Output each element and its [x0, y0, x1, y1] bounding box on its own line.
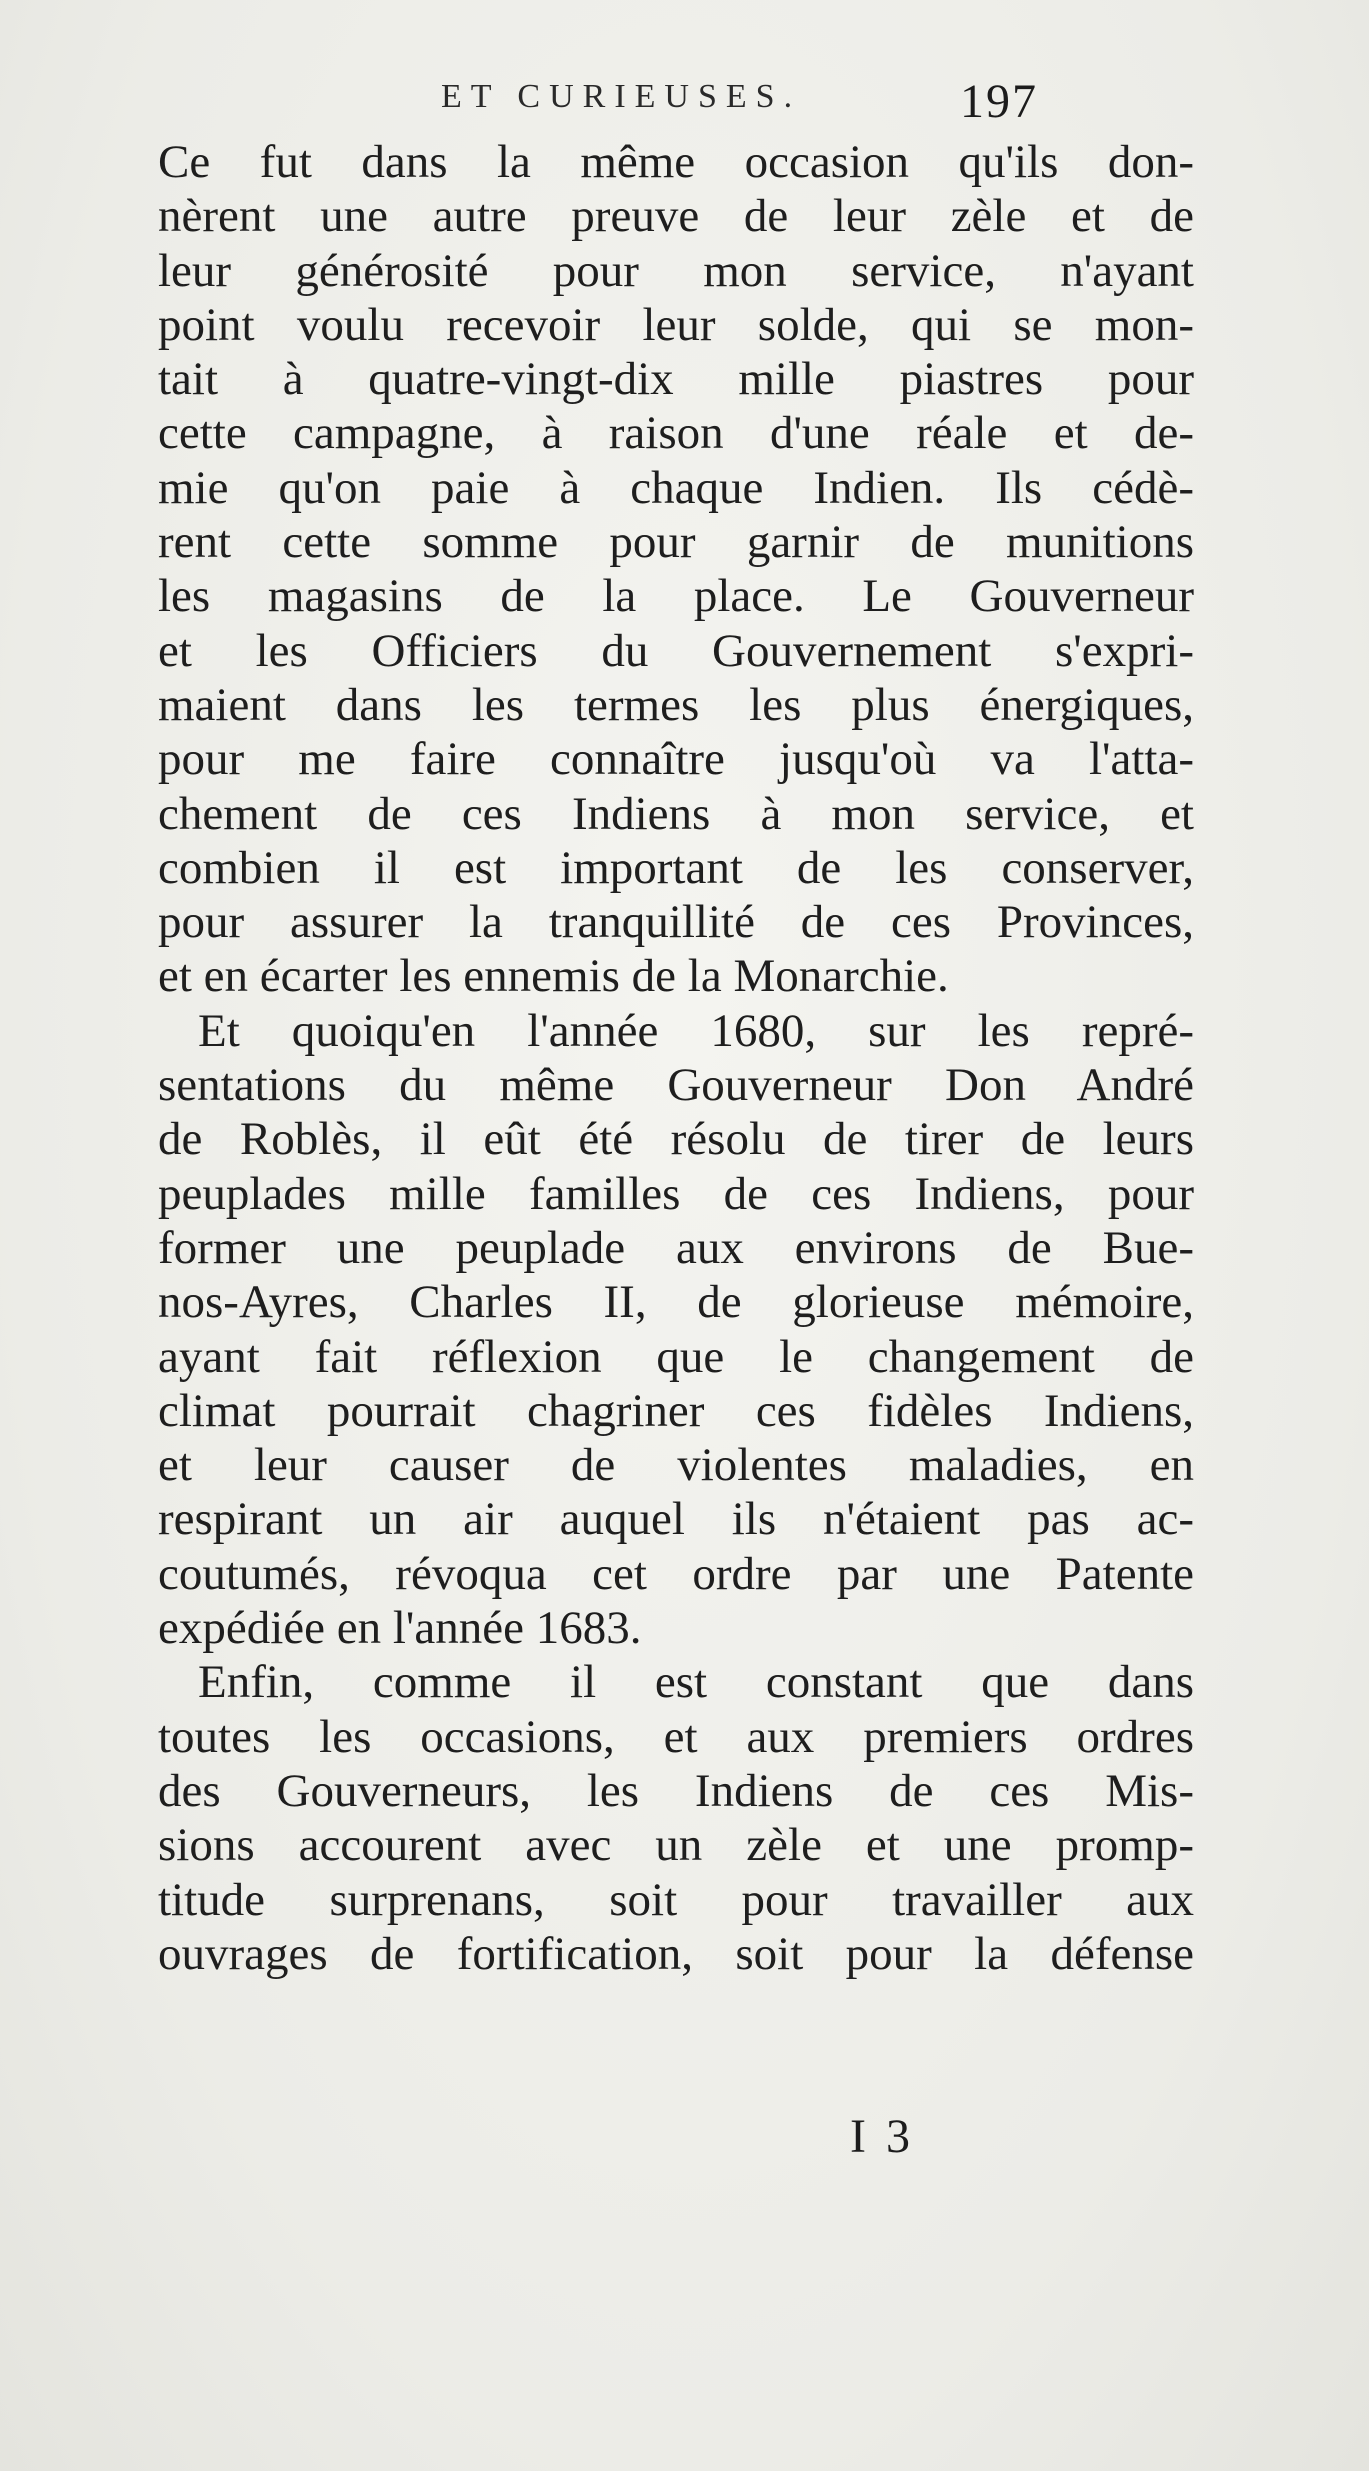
text-line: tait à quatre-vingt-dix mille piastres pour	[158, 353, 1194, 406]
body-text	[158, 135, 1194, 1981]
text-line: expédiée en l'année 1683.	[158, 1602, 642, 1655]
text-line: cette campagne, à raison d'une réale et de-	[158, 407, 1194, 460]
text-line: sions accourent avec un zèle et une promp-	[158, 1819, 1194, 1872]
text-line: des Gouverneurs, les Indiens de ces Mis-	[158, 1764, 1194, 1817]
text-line: rent cette somme pour garnir de munitions	[158, 516, 1194, 569]
text-line: les magasins de la place. Le Gouverneur	[158, 570, 1194, 623]
text-line: point voulu recevoir leur solde, qui se mon-	[158, 298, 1194, 351]
text-line: nos-Ayres, Charles II, de glorieuse mémoire,	[158, 1276, 1194, 1329]
text-line: et leur causer de violentes maladies, en	[158, 1439, 1194, 1492]
text-line: coutumés, révoqua cet ordre par une Patente	[158, 1547, 1194, 1600]
text-line: maient dans les termes les plus énergiques,	[158, 678, 1194, 731]
text-line: pour me faire connaître jusqu'où va l'atta-	[158, 733, 1194, 786]
running-title: ET CURIEUSES.	[441, 78, 802, 115]
text-line: leur générosité pour mon service, n'ayant	[158, 244, 1194, 297]
running-head	[158, 74, 1038, 134]
text-line: peuplades mille familles de ces Indiens, pour	[158, 1167, 1194, 1220]
text-line: mie qu'on paie à chaque Indien. Ils cédè-	[158, 461, 1194, 514]
text-line: Ce fut dans la même occasion qu'ils don-	[158, 136, 1194, 188]
text-line: Et quoiqu'en l'année 1680, sur les repré-	[198, 1004, 1194, 1057]
text-line: et en écarter les ennemis de la Monarchie.	[158, 950, 949, 1003]
text-line: ayant fait réflexion que le changement de	[158, 1330, 1194, 1383]
text-line: respirant un air auquel ils n'étaient pas ac-	[158, 1493, 1194, 1546]
text-line: de Roblès, il eût été résolu de tirer de leurs	[158, 1113, 1194, 1166]
text-line: toutes les occasions, et aux premiers ordres	[158, 1710, 1194, 1763]
page-number: 197	[960, 75, 1038, 128]
text-line: climat pourrait chagriner ces fidèles Indiens,	[158, 1384, 1194, 1437]
text-line: nèrent une autre preuve de leur zèle et de	[158, 190, 1194, 243]
text-line: former une peuplade aux environs de Bue-	[158, 1221, 1194, 1274]
text-line: pour assurer la tranquillité de ces Provinces,	[158, 896, 1194, 949]
text-line: titude surprenans, soit pour travailler aux	[158, 1873, 1194, 1926]
text-line: Enfin, comme il est constant que dans	[198, 1656, 1194, 1709]
text-line: sentations du même Gouverneur Don André	[158, 1059, 1194, 1112]
text-line: ouvrages de fortification, soit pour la défense	[158, 1927, 1194, 1980]
text-line: chement de ces Indiens à mon service, et	[158, 787, 1194, 840]
text-line: et les Officiers du Gouvernement s'expri-	[158, 624, 1194, 677]
text-line: combien il est important de les conserver,	[158, 841, 1194, 894]
signature-mark: I 3	[850, 2110, 914, 2163]
